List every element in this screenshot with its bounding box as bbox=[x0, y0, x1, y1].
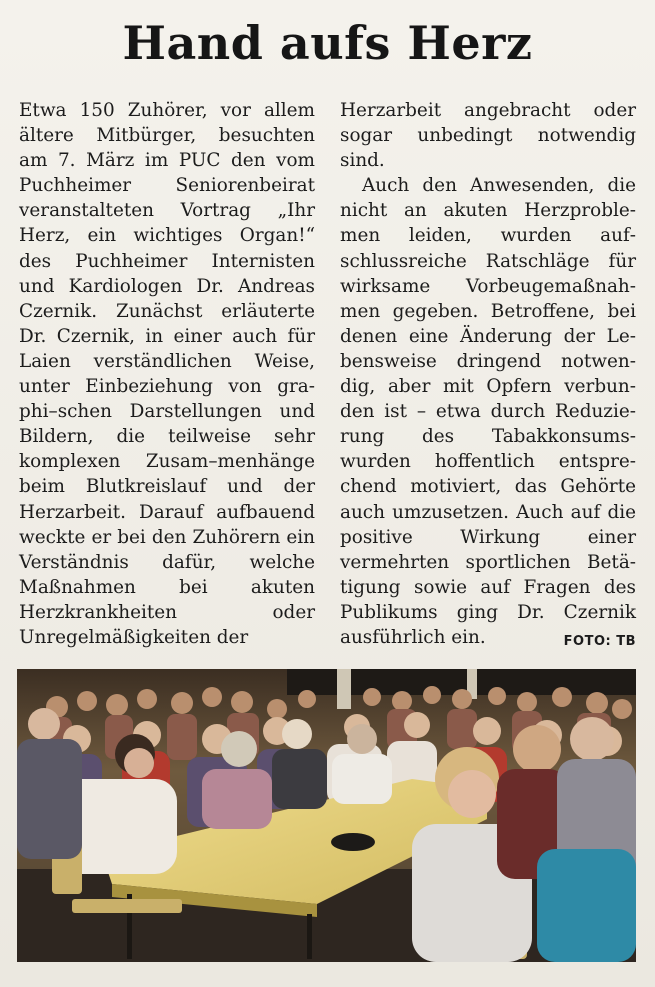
audience-photo bbox=[17, 669, 636, 962]
article-column-left bbox=[19, 98, 315, 650]
article-paragraph: Etwa 150 Zuhörer, vor allem ältere Mitbürger, besuchten am 7. März im PUC den vom Puchheimer Seniorenbeirat veranstalteten Vortrag „Ihr Herz, ein wichtiges Organ!“ des Puchheimer Internisten und Kardiologen Dr. Andreas Czernik. Zunächst erläuterte Dr. Czernik, in einer auch für Laien verständlichen Weise, unter Einbeziehung von graphi–schen Darstellungen und Bildern, die teilweise sehr komplexen Zusam–menhänge beim Blutkreislauf und der Herzarbeit. Darauf aufbauend weckte er bei den Zuhörern ein Verständnis dafür, welche Maßnahmen bei akuten Herzkrankheiten oder Unregelmäßigkeiten der bbox=[19, 100, 315, 648]
article-column-right bbox=[340, 98, 636, 654]
article-headline: Hand aufs Herz bbox=[122, 16, 533, 70]
audience-photo-illustration bbox=[17, 669, 636, 962]
photo-credit: FOTO: TB bbox=[563, 633, 636, 649]
article-paragraph-text: Auch den Anwesenden, die nicht an akuten Herzproblemen leiden, wurden aufschlussreiche Ratschläge für wirksame Vorbeugemaßnahmen gegeben. Betroffene, bei denen eine Änderung der Lebensweise dringend notwendig, aber mit Opfern verbunden ist – etwa durch Reduzierung des Tabakkonsumswurden hoffentlich entsprechend motiviert, das Gehörte auch umzusetzen. Auch auf die positive Wirkung einer vermehrten sportlichen Betätigung sowie auf Fragen des Publikums ging Dr. Czernik ausführlich ein. bbox=[340, 175, 636, 648]
article-paragraph: Herzarbeit angebracht oder sogar unbedingt notwendig sind. bbox=[340, 100, 636, 172]
article-paragraph bbox=[340, 173, 636, 650]
